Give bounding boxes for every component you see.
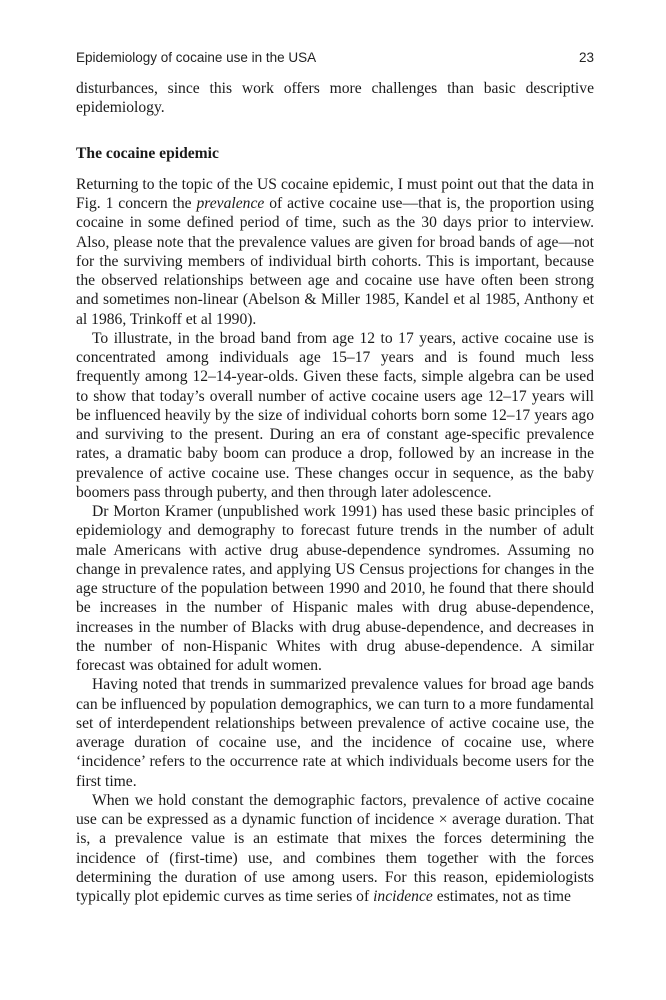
running-head-title: Epidemiology of cocaine use in the USA <box>76 50 317 65</box>
paragraph-text: of active cocaine use—that is, the proportion using cocaine in some defined period of time, such as the 30 days prior to interview. Also, please note that the prevalence values are given for broad bands of age—not for the surviving members of individual birth cohorts. This is important, because the observed relationships between age and cocaine use have often been strong and sometimes non-linear (Abelson & Miller 1985, Kandel et al 1985, Anthony et al 1986, Trinkoff et al 1990). <box>76 195 594 328</box>
paragraph <box>76 329 594 502</box>
paragraph-text: Returning to the topic of the US cocaine epidemic, I must point out that the data in Fig. 1 concern the <box>76 175 594 212</box>
paragraph <box>76 175 594 329</box>
paragraph <box>76 79 594 118</box>
page-number: 23 <box>578 50 594 65</box>
paragraph <box>76 791 594 907</box>
paragraph-text: Dr Morton Kramer (unpublished work 1991) has used these basic principles of epidemiology and demography to forecast future trends in the number of adult male Americans with active drug abuse-dependence syndromes. Assuming no change in prevalence rates, and applying US Census projections for changes in the age structure of the population between 1990 and 2010, he found that there should be increases in the number of Hispanic males with drug abuse-dependence, increases in the number of Blacks with drug abuse-dependence, and decreases in the number of non-Hispanic Whites with drug abuse-dependence. A similar forecast was obtained for adult women. <box>76 503 594 674</box>
paragraph-text: To illustrate, in the broad band from age 12 to 17 years, active cocaine use is concentrated among individuals age 15–17 years and is found much less frequently among 12–14-year-olds. Given these facts, simple algebra can be used to show that today’s overall number of active cocaine users age 12–17 years will be influenced heavily by the size of individual cohorts born some 12–17 years ago and surviving to the present. During an era of constant age-specific prevalence rates, a dramatic baby boom can produce a drop, followed by an increase in the prevalence of active cocaine use. These changes occur in sequence, as the baby boomers pass through puberty, and then through later adolescence. <box>76 329 594 501</box>
paragraph-text: disturbances, since this work offers more challenges than basic descriptive epidemiology. <box>76 80 594 117</box>
paragraph <box>76 502 594 675</box>
paragraph-text: Having noted that trends in summarized prevalence values for broad age bands can be influenced by population demographics, we can turn to a more fundamental set of interdependent relationships between prevalence of active cocaine use, the average duration of cocaine use, and the incidence of cocaine use, where ‘incidence’ refers to the occurrence rate at which individuals become users for the first time. <box>76 676 594 790</box>
emphasized-text: prevalence <box>196 195 265 212</box>
emphasized-text: incidence <box>373 888 433 905</box>
section-heading <box>76 144 594 163</box>
paragraph-text: When we hold constant the demographic factors, prevalence of active cocaine use can be expressed as a dynamic function of incidence × average duration. That is, a prevalence value is an estimate that mixes the forces determining the incidence of (first-time) use, and combines them together with the forces determining the duration of use among users. For this reason, epidemiologists typically plot epidemic curves as time series of <box>76 791 594 905</box>
paragraph-text: The cocaine epidemic <box>76 144 219 162</box>
paragraph-text: estimates, not as time <box>432 888 571 905</box>
body-text <box>76 79 594 906</box>
paragraph <box>76 675 594 791</box>
